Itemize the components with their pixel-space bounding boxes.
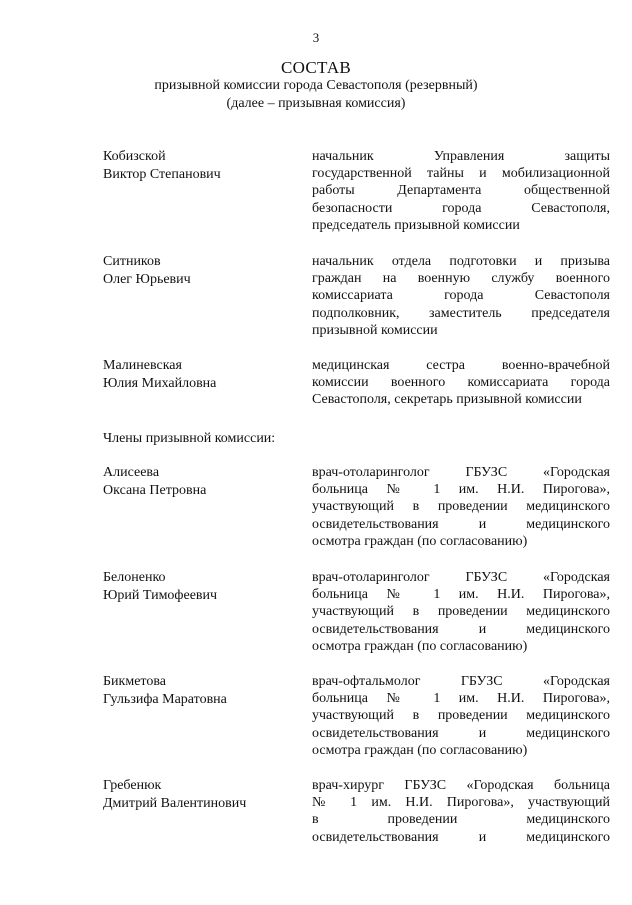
position-line: Севастополя, секретарь призывной комиссии xyxy=(312,392,582,408)
person-given-names: Олег Юрьевич xyxy=(103,272,191,287)
members-section-label: Члены призывной комиссии: xyxy=(103,431,276,446)
person-given-names: Юрий Тимофеевич xyxy=(103,588,218,603)
position-line: участвующий в проведении медицинского xyxy=(312,499,610,515)
position-line: врач-отоларинголог ГБУЗС «Городская xyxy=(312,570,610,585)
person-given-names: Виктор Степанович xyxy=(103,167,221,182)
person-position xyxy=(312,569,610,655)
person-surname: Алисеева xyxy=(103,465,160,480)
person-name xyxy=(103,777,293,813)
page-number: 3 xyxy=(312,30,320,45)
position-line: подполковник, заместитель председателя xyxy=(312,305,610,321)
person-name xyxy=(103,569,293,605)
document-title: СОСТАВ xyxy=(280,58,352,77)
person-position xyxy=(312,148,610,234)
position-line: больница № 1 им. Н.И. Пирогова», xyxy=(312,482,610,498)
position-line: освидетельствования и медицинского xyxy=(312,725,610,741)
position-line: осмотра граждан (по согласованию) xyxy=(312,638,528,654)
person-surname: Гребенюк xyxy=(103,778,162,793)
position-line: медицинская сестра военно-врачебной xyxy=(312,358,610,373)
position-line: осмотра граждан (по согласованию) xyxy=(312,742,528,758)
document-subtitle-line-1: призывной комиссии города Севастополя (резервный) xyxy=(154,78,478,93)
person-given-names: Гульзифа Маратовна xyxy=(103,692,227,707)
person-name xyxy=(103,673,293,709)
person-position xyxy=(312,357,610,409)
person-position xyxy=(312,673,610,759)
position-line: безопасности города Севастополя, xyxy=(312,200,610,216)
position-line: освидетельствования и медицинского xyxy=(312,829,610,845)
position-line: государственной тайны и мобилизационной xyxy=(312,166,610,182)
position-line: врач-офтальмолог ГБУЗС «Городская xyxy=(312,674,610,689)
position-line: участвующий в проведении медицинского xyxy=(312,604,610,620)
person-surname: Малиневская xyxy=(103,358,182,373)
position-line: начальник отдела подготовки и призыва xyxy=(312,254,610,269)
person-name xyxy=(103,357,293,393)
position-line: осмотра граждан (по согласованию) xyxy=(312,533,528,549)
person-surname: Ситников xyxy=(103,254,161,269)
position-line: комиссариата города Севастополя xyxy=(312,288,610,304)
person-surname: Бикметова xyxy=(103,674,166,689)
document-subtitle-line-2: (далее – призывная комиссия) xyxy=(226,96,406,111)
position-line: председатель призывной комиссии xyxy=(312,217,520,233)
person-position xyxy=(312,253,610,339)
person-given-names: Оксана Петровна xyxy=(103,483,207,498)
person-given-names: Юлия Михайловна xyxy=(103,376,217,391)
position-line: работы Департамента общественной xyxy=(312,183,610,199)
position-line: участвующий в проведении медицинского xyxy=(312,708,610,724)
position-line: больница № 1 им. Н.И. Пирогова», xyxy=(312,691,610,707)
position-line: врач-отоларинголог ГБУЗС «Городская xyxy=(312,465,610,480)
position-line: начальник Управления защиты xyxy=(312,149,610,164)
position-line: в проведении медицинского xyxy=(312,812,610,828)
position-line: освидетельствования и медицинского xyxy=(312,621,610,637)
position-line: врач-хирург ГБУЗС «Городская больница xyxy=(312,778,610,793)
person-name xyxy=(103,253,293,289)
position-line: освидетельствования и медицинского xyxy=(312,516,610,532)
position-line: призывной комиссии xyxy=(312,322,438,338)
person-name xyxy=(103,464,293,500)
person-name xyxy=(103,148,293,184)
position-line: комиссии военного комиссариата города xyxy=(312,375,610,391)
position-line: граждан на военную службу военного xyxy=(312,271,610,287)
person-position xyxy=(312,464,610,550)
position-line: № 1 им. Н.И. Пирогова», участвующий xyxy=(312,795,610,811)
person-surname: Кобизской xyxy=(103,149,166,164)
title-block xyxy=(0,58,632,113)
person-given-names: Дмитрий Валентинович xyxy=(103,796,247,811)
person-position xyxy=(312,777,610,846)
person-surname: Белоненко xyxy=(103,570,166,585)
position-line: больница № 1 им. Н.И. Пирогова», xyxy=(312,587,610,603)
